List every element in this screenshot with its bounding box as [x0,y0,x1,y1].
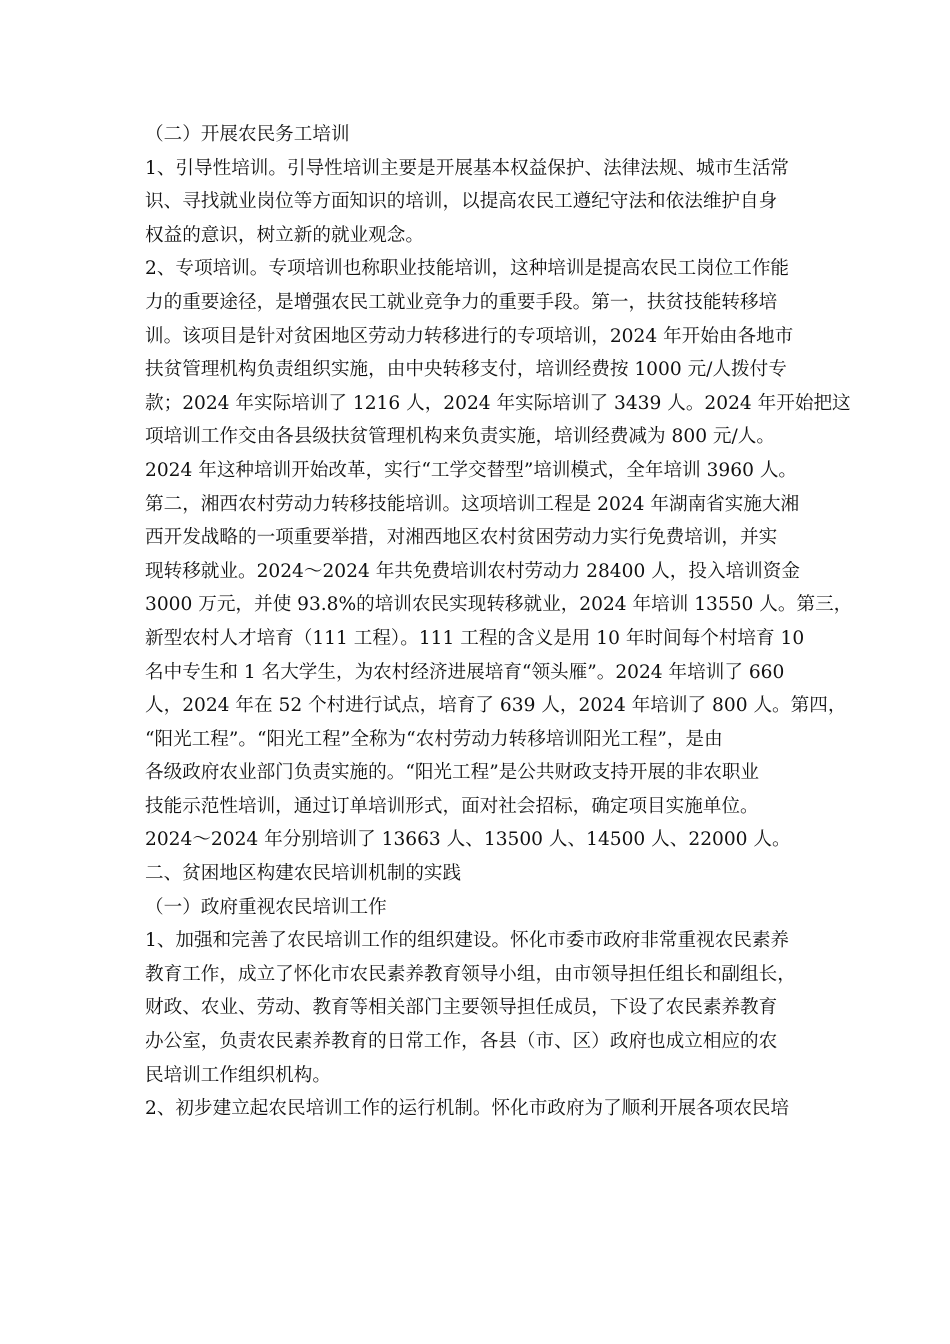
paragraph-line: 训。该项目是针对贫困地区劳动力转移进行的专项培训，2024 年开始由各地市 [145,325,794,347]
heading-migrant-training: （二）开展农民务工培训 [145,124,350,145]
paragraph-line: 名中专生和 1 名大学生，为农村经济进展培育“领头雁”。2024 年培训了 660 [145,661,785,683]
paragraph-line: 2、专项培训。专项培训也称职业技能培训，这种培训是提高农民工岗位工作能 [145,258,790,280]
paragraph-line: 现转移就业。2024～2024 年共免费培训农村劳动力 28400 人，投入培训资金 [145,560,800,582]
paragraph-line: 西开发战略的一项重要举措，对湘西地区农村贫困劳动力实行免费培训，并实 [145,527,778,549]
heading-practice: 二、贫困地区构建农民培训机制的实践 [145,863,462,885]
paragraph-line: 2024 年这种培训开始改革，实行“工学交替型”培训模式，全年培训 3960 人。 [145,459,798,481]
paragraph-line: 第二，湘西农村劳动力转移技能培训。这项培训工程是 2024 年湖南省实施大湘 [145,493,800,515]
paragraph-line: 新型农村人才培育（111 工程）。111 工程的含义是用 10 年时间每个村培育 10 [145,627,805,649]
paragraph-line: “阳光工程”。“阳光工程”全称为“农村劳动力转移培训阳光工程”，是由 [145,728,723,750]
paragraph-line: 财政、农业、劳动、教育等相关部门主要领导担任成员，下设了农民素养教育 [145,997,778,1019]
paragraph-line: 各级政府农业部门负责实施的。“阳光工程”是公共财政支持开展的非农职业 [145,762,760,784]
paragraph-line: 款；2024 年实际培训了 1216 人，2024 年实际培训了 3439 人。2024 年开始把这 [145,392,851,414]
paragraph-line: 技能示范性培训，通过订单培训形式，面对社会招标，确定项目实施单位。 [145,795,759,817]
paragraph-line: 扶贫管理机构负责组织实施，由中央转移支付，培训经费按 1000 元/人拨付专 [145,359,787,381]
paragraph-line: 2、初步建立起农民培训工作的运行机制。怀化市政府为了顺利开展各项农民培 [145,1098,790,1120]
paragraph-line: 项培训工作交由各县级扶贫管理机构来负责实施，培训经费减为 800 元/人。 [145,426,775,448]
heading-government: （一）政府重视农民培训工作 [145,896,387,918]
paragraph-line: 民培训工作组织机构。 [145,1064,331,1086]
paragraph-line: 2024～2024 年分别培训了 13663 人、13500 人、14500 人、22000 人。 [145,829,791,851]
paragraph-line: 识、寻找就业岗位等方面知识的培训，以提高农民工遵纪守法和依法维护自身 [145,191,778,213]
paragraph-line: 教育工作，成立了怀化市农民素养教育领导小组，由市领导担任组长和副组长， [145,963,796,985]
paragraph-line: 权益的意识，树立新的就业观念。 [145,224,424,246]
document-page [145,118,853,1126]
paragraph-line: 人，2024 年在 52 个村进行试点，培育了 639 人，2024 年培训了 800 人。第四， [145,695,847,717]
paragraph-line: 1、引导性培训。引导性培训主要是开展基本权益保护、法律法规、城市生活常 [145,157,790,179]
paragraph-line: 3000 万元，并使 93.8%的培训农民实现转移就业，2024 年培训 13550 人。第三， [145,594,853,616]
paragraph-line: 1、加强和完善了农民培训工作的组织建设。怀化市委市政府非常重视农民素养 [145,930,790,952]
paragraph-line: 力的重要途径，是增强农民工就业竞争力的重要手段。第一，扶贫技能转移培 [145,291,778,313]
paragraph-line: 办公室，负责农民素养教育的日常工作，各县（市、区）政府也成立相应的农 [145,1031,778,1053]
